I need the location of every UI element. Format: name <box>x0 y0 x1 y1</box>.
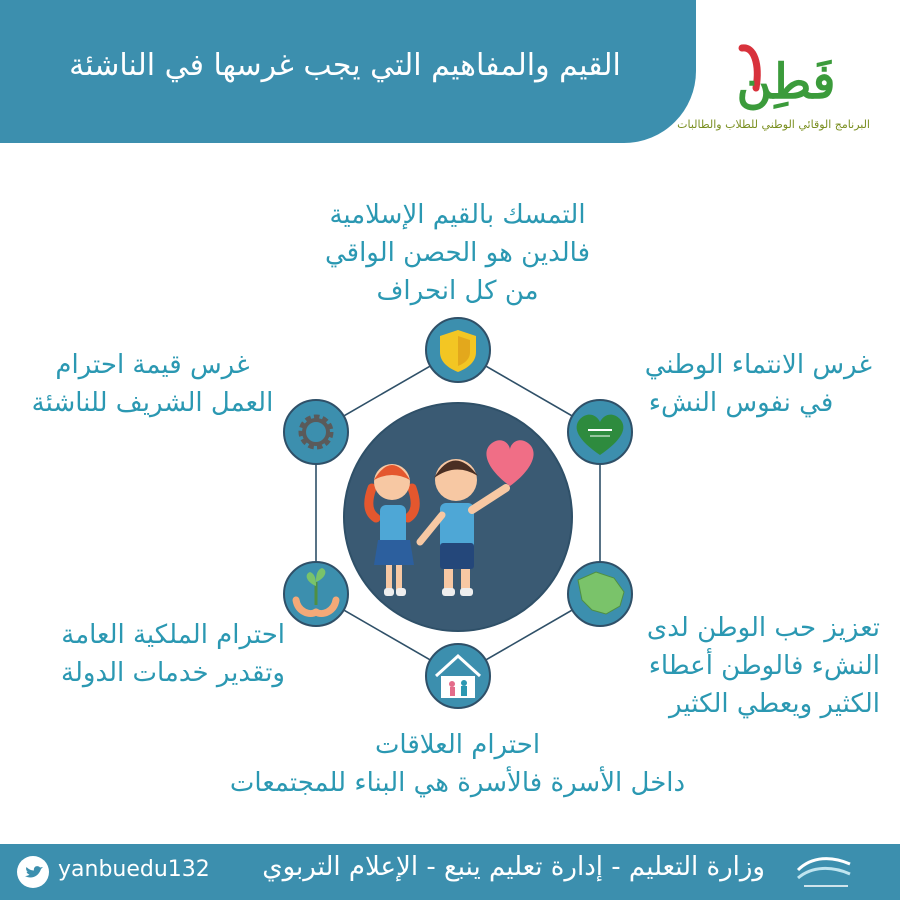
value-lower-left-line-2: وتقدير خدمات الدولة <box>61 658 285 688</box>
value-upper-left-line-1: غرس قيمة احترام <box>55 350 250 380</box>
value-lower-right-line-2: النشء فالوطن أعطاء <box>648 651 880 681</box>
logo-tagline: البرنامج الوقائي الوطني للطلاب والطالبات <box>677 118 870 131</box>
value-lower-right-line-3: الكثير ويعطي الكثير <box>669 689 880 719</box>
value-bottom-line-2: داخل الأسرة فالأسرة هي البناء للمجتمعات <box>229 768 686 798</box>
twitter-handle[interactable]: yanbuedu132 <box>58 857 210 882</box>
value-lower-right <box>630 609 880 723</box>
footer-text: وزارة التعليم - إدارة تعليم ينبع - الإعلام التربوي <box>262 852 765 882</box>
children-holding-heart-illustration <box>344 403 572 631</box>
value-lower-left <box>25 616 285 692</box>
shield-icon <box>426 318 490 382</box>
twitter-icon[interactable] <box>16 855 50 889</box>
page-title: القيم والمفاهيم التي يجب غرسها في الناشئة <box>69 48 621 83</box>
value-top-line-3: من كل انحراف <box>376 276 539 306</box>
value-upper-right-line-1: غرس الانتماء الوطني <box>644 350 872 380</box>
value-lower-right-line-1: تعزيز حب الوطن لدى <box>646 613 880 643</box>
family-house-icon <box>426 644 490 708</box>
ministry-logo-icon <box>790 848 860 898</box>
gear-icon <box>284 400 348 464</box>
logo-word: فَطِن <box>736 54 836 110</box>
value-top-line-2: فالدين هو الحصن الواقي <box>324 238 591 268</box>
value-bottom-line-1: احترام العلاقات <box>374 730 541 760</box>
saudi-map-icon <box>568 562 632 626</box>
value-lower-left-line-1: احترام الملكية العامة <box>61 620 285 650</box>
value-bottom <box>195 726 720 802</box>
value-top <box>305 196 610 310</box>
value-upper-left <box>15 346 290 422</box>
hands-plant-icon <box>284 562 348 626</box>
value-upper-right-line-2: في نفوس النشء <box>648 388 834 418</box>
value-upper-right <box>610 346 872 422</box>
value-top-line-1: التمسك بالقيم الإسلامية <box>329 200 586 230</box>
value-upper-left-line-2: العمل الشريف للناشئة <box>31 388 274 418</box>
